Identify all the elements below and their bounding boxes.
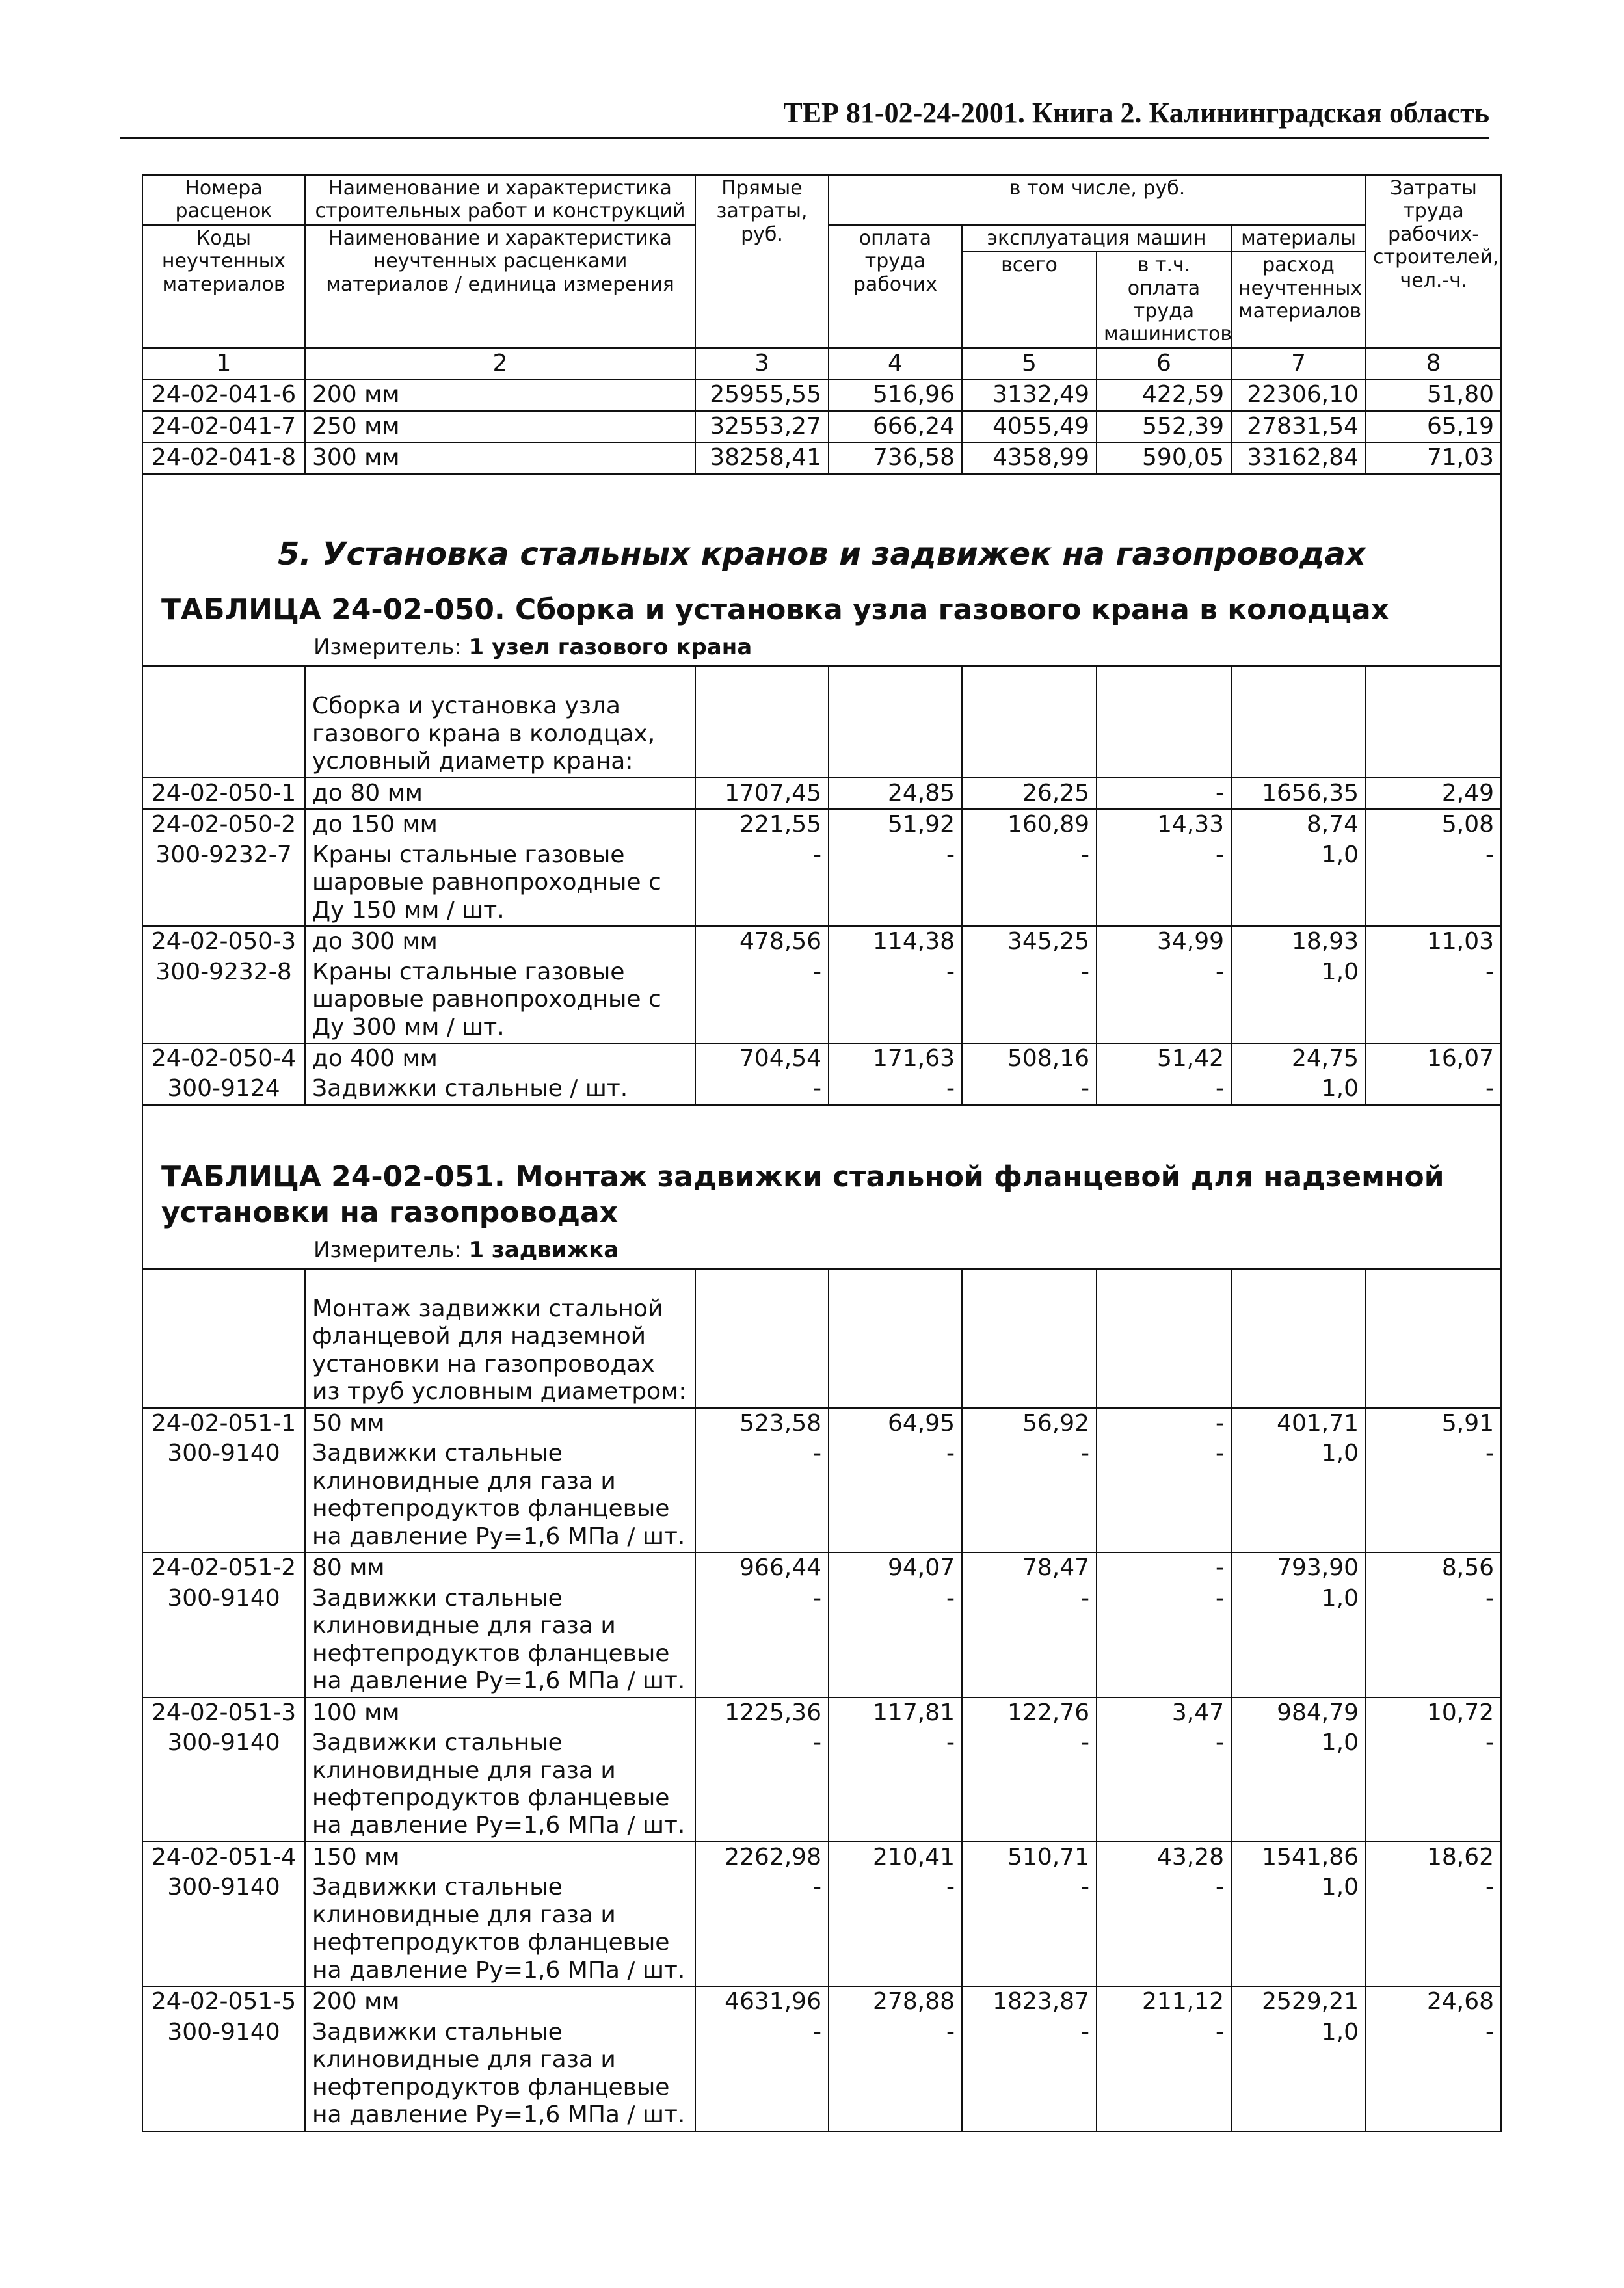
work-name: 100 мм (305, 1697, 695, 1728)
value-cell: - (1366, 1439, 1501, 1552)
value-cell: - (962, 2017, 1097, 2131)
table-title: ТАБЛИЦА 24-02-050. Сборка и установка узла газового крана в колодцах (161, 593, 1390, 627)
column-number: 5 (962, 348, 1097, 379)
column-number: 2 (305, 348, 695, 379)
value-cell: 78,47 (962, 1552, 1097, 1583)
value-cell: 24,68 (1366, 1986, 1501, 2017)
value-cell: - (695, 840, 829, 926)
value-cell: 34,99 (1097, 926, 1231, 957)
material-name: Задвижки стальные клиновидные для газа и нефтепродуктов фланцевые на давление Ру=1,6 МПа / шт. (305, 1584, 695, 1697)
table050-title-block-cell (142, 474, 1501, 667)
value-cell: 22306,10 (1231, 379, 1366, 410)
value-cell: 2,49 (1366, 778, 1501, 809)
measure-label: Измеритель: (313, 634, 462, 661)
header-materials-usage: расход неучтенных материалов (1231, 252, 1366, 348)
value-cell: - (1097, 1408, 1231, 1439)
table-row (142, 778, 1501, 809)
column-number: 4 (829, 348, 962, 379)
table051-title-block-cell (142, 1105, 1501, 1269)
header-machines: эксплуатация машин (962, 225, 1231, 252)
value-cell: - (962, 1074, 1097, 1104)
rate-code: 24-02-051-1 (142, 1408, 305, 1439)
value-cell: 523,58 (695, 1408, 829, 1439)
value-cell: - (1097, 2017, 1231, 2131)
value-cell: - (962, 1728, 1097, 1842)
value-cell: 27831,54 (1231, 411, 1366, 442)
value-cell: 114,38 (829, 926, 962, 957)
value-cell: 401,71 (1231, 1408, 1366, 1439)
value-cell: 25955,55 (695, 379, 829, 410)
value-cell: - (1097, 778, 1231, 809)
value-cell: 32553,27 (695, 411, 829, 442)
table-row (142, 379, 1501, 410)
value-cell: 18,62 (1366, 1842, 1501, 1872)
value-cell: 278,88 (829, 1986, 962, 2017)
value-cell: - (1097, 840, 1231, 926)
material-code: 300-9140 (142, 2017, 305, 2131)
table-title: ТАБЛИЦА 24-02-051. Монтаж задвижки стальной фланцевой для надземной установки на газопроводах (161, 1160, 1444, 1229)
value-cell: 117,81 (829, 1697, 962, 1728)
column-number: 8 (1366, 348, 1501, 379)
page-header: ТЕР 81-02-24-2001. Книга 2. Калининградская область (783, 97, 1489, 129)
value-cell: 793,90 (1231, 1552, 1366, 1583)
intro-text: Монтаж задвижки стальной фланцевой для надземной установки на газопроводах из труб условным диаметром: (305, 1269, 695, 1408)
value-cell: 1541,86 (1231, 1842, 1366, 1872)
value-cell: - (829, 957, 962, 1043)
value-cell: - (1097, 1552, 1231, 1583)
material-row (142, 957, 1501, 1043)
intro-row (142, 666, 1501, 777)
value-cell: 221,55 (695, 809, 829, 840)
value-cell: 171,63 (829, 1043, 962, 1074)
value-cell: 1,0 (1231, 957, 1366, 1043)
header-col2-bottom: Наименование и характеристика неучтенных расценками материалов / единица измерения (305, 225, 695, 348)
value-cell: - (962, 1439, 1097, 1552)
material-name: Задвижки стальные клиновидные для газа и нефтепродуктов фланцевые на давление Ру=1,6 МПа / шт. (305, 2017, 695, 2131)
table-header-row-1 (142, 175, 1501, 225)
value-cell: 1,0 (1231, 2017, 1366, 2131)
work-name: до 400 мм (305, 1043, 695, 1074)
document-body (142, 174, 1500, 2132)
intro-empty (695, 1269, 829, 1408)
value-cell: 1,0 (1231, 1074, 1366, 1104)
material-code: 300-9232-7 (142, 840, 305, 926)
value-cell: 122,76 (962, 1697, 1097, 1728)
rate-code: 24-02-050-3 (142, 926, 305, 957)
material-code: 300-9140 (142, 1728, 305, 1842)
intro-empty (962, 1269, 1097, 1408)
measure (313, 634, 1494, 660)
value-cell: - (1366, 1872, 1501, 1986)
table-row (142, 1842, 1501, 1872)
value-cell: 3,47 (1097, 1697, 1231, 1728)
intro-empty (1366, 1269, 1501, 1408)
intro-empty (829, 1269, 962, 1408)
table-row (142, 1697, 1501, 1728)
value-cell: 1707,45 (695, 778, 829, 809)
intro-empty (1231, 1269, 1366, 1408)
rate-code: 24-02-051-4 (142, 1842, 305, 1872)
material-code: 300-9140 (142, 1872, 305, 1986)
intro-empty (1097, 1269, 1231, 1408)
value-cell: 5,91 (1366, 1408, 1501, 1439)
value-cell: 8,56 (1366, 1552, 1501, 1583)
header-col1-bottom: Коды неучтенных материалов (142, 225, 305, 348)
intro-empty (1366, 666, 1501, 777)
material-row (142, 1872, 1501, 1986)
material-name: Задвижки стальные клиновидные для газа и нефтепродуктов фланцевые на давление Ру=1,6 МПа / шт. (305, 1872, 695, 1986)
rate-code: 24-02-051-2 (142, 1552, 305, 1583)
work-name: 200 мм (305, 379, 695, 410)
value-cell: 14,33 (1097, 809, 1231, 840)
value-cell: 1,0 (1231, 1728, 1366, 1842)
value-cell: 8,74 (1231, 809, 1366, 840)
material-code: 300-9140 (142, 1439, 305, 1552)
value-cell: 3132,49 (962, 379, 1097, 410)
rate-code: 24-02-051-5 (142, 1986, 305, 2017)
measure (313, 1237, 1494, 1263)
column-number: 3 (695, 348, 829, 379)
column-numbers-row (142, 348, 1501, 379)
table-row (142, 1043, 1501, 1074)
value-cell: - (695, 1728, 829, 1842)
work-name: 50 мм (305, 1408, 695, 1439)
value-cell: - (962, 840, 1097, 926)
price-table (142, 174, 1502, 2132)
table-row (142, 1986, 1501, 2017)
header-machines-total: всего (962, 252, 1097, 348)
header-materials: материалы (1231, 225, 1366, 252)
value-cell: - (962, 1872, 1097, 1986)
value-cell: 4055,49 (962, 411, 1097, 442)
intro-empty (1231, 666, 1366, 777)
value-cell: 64,95 (829, 1408, 962, 1439)
value-cell: 508,16 (962, 1043, 1097, 1074)
value-cell: 51,80 (1366, 379, 1501, 410)
header-labor: Затраты труда рабочих-строителей, чел.-ч. (1366, 175, 1501, 348)
value-cell: 16,07 (1366, 1043, 1501, 1074)
value-cell: 33162,84 (1231, 442, 1366, 473)
value-cell: - (829, 1872, 962, 1986)
value-cell: 211,12 (1097, 1986, 1231, 2017)
rate-code: 24-02-050-1 (142, 778, 305, 809)
material-code: 300-9124 (142, 1074, 305, 1104)
intro-empty (1097, 666, 1231, 777)
value-cell: 10,72 (1366, 1697, 1501, 1728)
table-row (142, 1552, 1501, 1583)
value-cell: - (695, 957, 829, 1043)
work-name: до 80 мм (305, 778, 695, 809)
value-cell: 94,07 (829, 1552, 962, 1583)
value-cell: 1823,87 (962, 1986, 1097, 2017)
intro-empty (829, 666, 962, 777)
value-cell: - (1366, 2017, 1501, 2131)
value-cell: - (1097, 1439, 1231, 1552)
value-cell: - (695, 1584, 829, 1697)
material-row (142, 2017, 1501, 2131)
rate-code: 24-02-041-7 (142, 411, 305, 442)
value-cell: 2262,98 (695, 1842, 829, 1872)
measure-value: 1 задвижка (468, 1236, 619, 1263)
column-number: 1 (142, 348, 305, 379)
value-cell: - (695, 1074, 829, 1104)
value-cell: 38258,41 (695, 442, 829, 473)
value-cell: 1656,35 (1231, 778, 1366, 809)
value-cell: 345,25 (962, 926, 1097, 957)
table051-title-block (142, 1105, 1501, 1269)
value-cell: 1,0 (1231, 1439, 1366, 1552)
rate-code: 24-02-050-2 (142, 809, 305, 840)
measure-value: 1 узел газового крана (468, 634, 752, 661)
work-name: до 300 мм (305, 926, 695, 957)
value-cell: - (829, 1584, 962, 1697)
header-incl: в том числе, руб. (829, 175, 1366, 225)
value-cell: - (1097, 1728, 1231, 1842)
table050-title-block (142, 474, 1501, 667)
rate-code: 24-02-051-3 (142, 1697, 305, 1728)
value-cell: - (1366, 1584, 1501, 1697)
rate-code: 24-02-050-4 (142, 1043, 305, 1074)
measure-label: Измеритель: (313, 1236, 462, 1263)
value-cell: 24,85 (829, 778, 962, 809)
value-cell: 984,79 (1231, 1697, 1366, 1728)
value-cell: - (1366, 957, 1501, 1043)
value-cell: - (1366, 1728, 1501, 1842)
material-name: Задвижки стальные клиновидные для газа и нефтепродуктов фланцевые на давление Ру=1,6 МПа / шт. (305, 1439, 695, 1552)
material-row (142, 840, 1501, 926)
header-col1-top: Номера расценок (142, 175, 305, 225)
value-cell: 666,24 (829, 411, 962, 442)
column-number: 7 (1231, 348, 1366, 379)
value-cell: - (1097, 1872, 1231, 1986)
table-row (142, 442, 1501, 473)
header-direct-costs: Прямые затраты, руб. (695, 175, 829, 348)
material-row (142, 1074, 1501, 1104)
intro-row (142, 1269, 1501, 1408)
value-cell: 590,05 (1097, 442, 1231, 473)
value-cell: - (962, 1584, 1097, 1697)
value-cell: - (1097, 1074, 1231, 1104)
value-cell: 704,54 (695, 1043, 829, 1074)
value-cell: - (1366, 840, 1501, 926)
material-row (142, 1584, 1501, 1697)
header-col2-top: Наименование и характеристика строительных работ и конструкций (305, 175, 695, 225)
material-name: Задвижки стальные / шт. (305, 1074, 695, 1104)
value-cell: 2529,21 (1231, 1986, 1366, 2017)
header-rule (120, 137, 1489, 139)
value-cell: 422,59 (1097, 379, 1231, 410)
value-cell: 43,28 (1097, 1842, 1231, 1872)
value-cell: 210,41 (829, 1842, 962, 1872)
value-cell: 4358,99 (962, 442, 1097, 473)
material-name: Задвижки стальные клиновидные для газа и нефтепродуктов фланцевые на давление Ру=1,6 МПа / шт. (305, 1728, 695, 1842)
work-name: 200 мм (305, 1986, 695, 2017)
material-row (142, 1728, 1501, 1842)
value-cell: 56,92 (962, 1408, 1097, 1439)
intro-empty (142, 1269, 305, 1408)
value-cell: 18,93 (1231, 926, 1366, 957)
intro-empty (695, 666, 829, 777)
value-cell: - (1366, 1074, 1501, 1104)
value-cell: 71,03 (1366, 442, 1501, 473)
value-cell: - (829, 840, 962, 926)
value-cell: - (695, 1872, 829, 1986)
value-cell: 966,44 (695, 1552, 829, 1583)
value-cell: 1,0 (1231, 840, 1366, 926)
material-code: 300-9232-8 (142, 957, 305, 1043)
value-cell: 5,08 (1366, 809, 1501, 840)
section-title: 5. Установка стальных кранов и задвижек на газопроводах (278, 535, 1366, 572)
value-cell: - (695, 2017, 829, 2131)
table-row (142, 809, 1501, 840)
value-cell: 552,39 (1097, 411, 1231, 442)
material-name: Краны стальные газовые шаровые равнопроходные с Ду 300 мм / шт. (305, 957, 695, 1043)
value-cell: - (829, 1439, 962, 1552)
value-cell: 160,89 (962, 809, 1097, 840)
value-cell: 510,71 (962, 1842, 1097, 1872)
header-wages: оплата труда рабочих (829, 225, 962, 348)
value-cell: 478,56 (695, 926, 829, 957)
value-cell: 1,0 (1231, 1584, 1366, 1697)
rate-code: 24-02-041-8 (142, 442, 305, 473)
material-code: 300-9140 (142, 1584, 305, 1697)
material-row (142, 1439, 1501, 1552)
value-cell: - (829, 2017, 962, 2131)
value-cell: 51,42 (1097, 1043, 1231, 1074)
value-cell: 1225,36 (695, 1697, 829, 1728)
table-body (142, 379, 1501, 2131)
work-name: 300 мм (305, 442, 695, 473)
value-cell: 736,58 (829, 442, 962, 473)
value-cell: 11,03 (1366, 926, 1501, 957)
rate-code: 24-02-041-6 (142, 379, 305, 410)
value-cell: 65,19 (1366, 411, 1501, 442)
value-cell: 24,75 (1231, 1043, 1366, 1074)
work-name: 150 мм (305, 1842, 695, 1872)
value-cell: 51,92 (829, 809, 962, 840)
value-cell: - (695, 1439, 829, 1552)
value-cell: - (1097, 1584, 1231, 1697)
work-name: до 150 мм (305, 809, 695, 840)
column-number: 6 (1097, 348, 1231, 379)
value-cell: 516,96 (829, 379, 962, 410)
value-cell: - (829, 1728, 962, 1842)
header-machines-wages: в т.ч. оплата труда машинистов (1097, 252, 1231, 348)
value-cell: 26,25 (962, 778, 1097, 809)
value-cell: 4631,96 (695, 1986, 829, 2017)
intro-text: Сборка и установка узла газового крана в колодцах, условный диаметр крана: (305, 666, 695, 777)
value-cell: - (962, 957, 1097, 1043)
table-row (142, 926, 1501, 957)
table-row (142, 411, 1501, 442)
intro-empty (962, 666, 1097, 777)
work-name: 80 мм (305, 1552, 695, 1583)
value-cell: - (1097, 957, 1231, 1043)
value-cell: - (829, 1074, 962, 1104)
intro-empty (142, 666, 305, 777)
value-cell: 1,0 (1231, 1872, 1366, 1986)
work-name: 250 мм (305, 411, 695, 442)
table-row (142, 1408, 1501, 1439)
material-name: Краны стальные газовые шаровые равнопроходные с Ду 150 мм / шт. (305, 840, 695, 926)
